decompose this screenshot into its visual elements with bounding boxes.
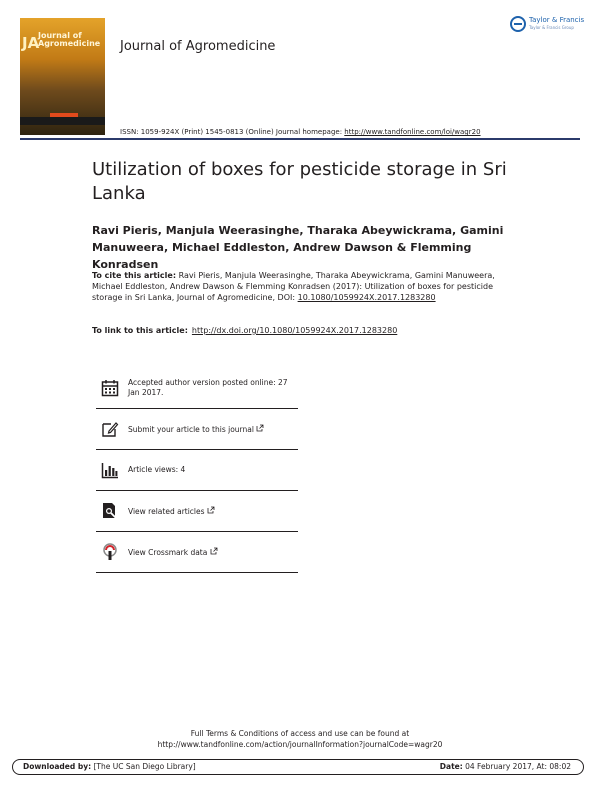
submit-article-item[interactable] — [96, 409, 298, 450]
journal-name: Journal of Agromedicine — [120, 39, 276, 54]
terms-line-1: Full Terms & Conditions of access and use can be found at — [190, 729, 410, 738]
journal-cover-image — [20, 18, 105, 135]
article-info-list — [96, 368, 298, 573]
cover-ja-mark: JA — [22, 34, 40, 52]
related-articles-item[interactable] — [96, 491, 298, 532]
related-articles-label: View related articles — [128, 506, 205, 516]
article-doi-link[interactable]: http://dx.doi.org/10.1080/1059924X.2017.1283280 — [191, 326, 398, 335]
issn-line — [120, 128, 481, 136]
cover-strip — [20, 117, 105, 125]
download-info-bar — [12, 759, 584, 775]
submit-article-link[interactable] — [128, 424, 298, 435]
crossmark-link[interactable] — [128, 547, 298, 558]
article-title: Utilization of boxes for pesticide storage in Sri Lanka — [92, 159, 507, 204]
bar-chart-icon — [100, 460, 120, 480]
cite-doi-link[interactable]: 10.1080/1059924X.2017.1283280 — [297, 293, 436, 302]
publisher-sub: Taylor & Francis Group — [529, 25, 574, 30]
downloaded-by-value: [The UC San Diego Library] — [91, 762, 196, 771]
link-label: To link to this article: — [92, 326, 188, 335]
external-link-icon — [210, 547, 218, 555]
terms-note — [0, 728, 600, 750]
submit-article-label: Submit your article to this journal — [128, 424, 254, 434]
edit-icon — [100, 419, 120, 439]
publisher-name: Taylor & Francis — [529, 16, 585, 24]
article-authors: Ravi Pieris, Manjula Weerasinghe, Tharaka Abeywickrama, Gamini Manuweera, Michael Eddleston, Andrew Dawson & Flemming Konradsen — [92, 224, 504, 271]
publisher-logo — [510, 16, 584, 32]
crossmark-icon — [100, 542, 120, 562]
issn-text: ISSN: 1059-924X (Print) 1545-0813 (Online) Journal homepage: — [120, 128, 345, 136]
crossmark-label: View Crossmark data — [128, 547, 208, 557]
header-rule — [20, 138, 580, 140]
publisher-logo-icon — [510, 16, 526, 32]
article-views-item — [96, 450, 298, 491]
search-document-icon — [100, 501, 120, 521]
downloaded-by — [23, 762, 196, 771]
journal-homepage-link[interactable]: http://www.tandfonline.com/loi/wagr20 — [344, 128, 481, 136]
article-views-label: Article views: 4 — [128, 465, 186, 474]
download-date-label: Date: — [439, 762, 463, 771]
downloaded-by-label: Downloaded by: — [23, 762, 92, 771]
download-date — [440, 762, 571, 771]
citation-block — [92, 270, 512, 303]
calendar-icon — [100, 378, 120, 398]
external-link-icon — [256, 424, 264, 432]
cite-text: Ravi Pieris, Manjula Weerasinghe, Tharaka Abeywickrama, Gamini Manuweera, Michael Eddleston, Andrew Dawson & Flemming Konradsen (2017): Utilization of boxes for pesticide storage in Sri Lanka, Journal of Agromedicine, DOI: — [92, 271, 495, 302]
article-link-line — [92, 326, 397, 335]
accepted-version-label: Accepted author version posted online: 27 Jan 2017. — [128, 378, 288, 397]
download-date-value: 04 February 2017, At: 08:02 — [462, 762, 571, 771]
crossmark-item[interactable] — [96, 532, 298, 573]
terms-link[interactable]: http://www.tandfonline.com/action/journalInformation?journalCode=wagr20 — [157, 740, 443, 749]
cover-title: Journal of Agromedicine — [38, 31, 101, 48]
cite-label: To cite this article: — [92, 271, 177, 280]
accepted-version-item — [96, 368, 298, 409]
related-articles-link[interactable] — [128, 506, 298, 517]
external-link-icon — [207, 506, 215, 514]
